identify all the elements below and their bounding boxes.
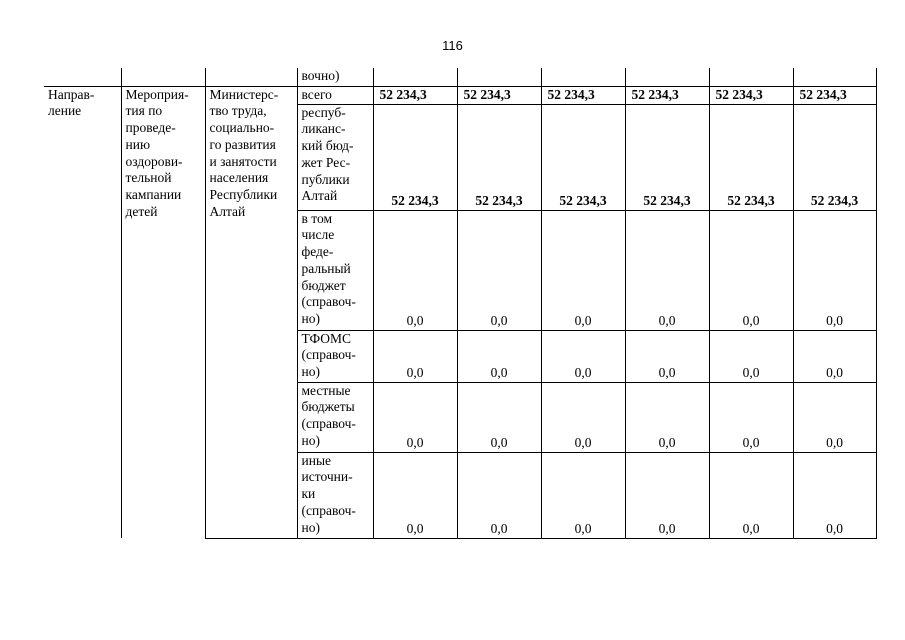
- source-label-line: бюджет: [301, 277, 346, 293]
- value-cell: 0,0: [793, 210, 876, 330]
- value-cell: 0,0: [625, 330, 709, 382]
- page-number: 116: [442, 38, 463, 53]
- continued-row: [44, 68, 876, 86]
- value-cell: 52 234,3: [373, 86, 457, 104]
- value-cell: 52 234,3: [709, 86, 793, 104]
- value-cell: 52 234,3: [373, 104, 457, 210]
- value-cell: 52 234,3: [457, 86, 541, 104]
- source-label-line: источни-: [301, 469, 353, 485]
- value-cell: 0,0: [709, 452, 793, 538]
- value-cell: 0,0: [457, 452, 541, 538]
- executor-line: го развития: [209, 136, 276, 152]
- source-label-line: но): [301, 519, 320, 535]
- value-cell: 0,0: [625, 382, 709, 452]
- event-line: оздорови-: [125, 153, 183, 169]
- value-cell: 0,0: [709, 330, 793, 382]
- value-cell: 0,0: [373, 210, 457, 330]
- source-label-line: местные: [301, 382, 351, 398]
- value-cell: 0,0: [373, 452, 457, 538]
- value-cell: 0,0: [373, 330, 457, 382]
- value-cell: 0,0: [457, 382, 541, 452]
- source-label-cell: [297, 382, 373, 452]
- source-label-line: (справоч-: [301, 416, 356, 432]
- direction-cell: [44, 86, 121, 538]
- executor-line: Республики: [209, 187, 278, 203]
- source-label-line: всего: [301, 86, 332, 102]
- source-label-line: числе: [301, 227, 335, 243]
- source-label-line: респуб-: [301, 104, 346, 120]
- source-label-line: ки: [301, 486, 316, 502]
- event-cell: [121, 86, 205, 538]
- value-cell: 52 234,3: [625, 86, 709, 104]
- value-cell: 52 234,3: [457, 104, 541, 210]
- value-cell: 0,0: [541, 330, 625, 382]
- value-cell: 0,0: [709, 382, 793, 452]
- source-label-line: но): [301, 432, 320, 448]
- event-line: тия по: [125, 103, 163, 119]
- value-cell: 0,0: [457, 210, 541, 330]
- source-label-cell: [297, 104, 373, 210]
- event-line: Мероприя-: [125, 86, 189, 102]
- budget-table: [44, 68, 877, 539]
- executor-line: Министерс-: [209, 86, 279, 102]
- value-cell: 52 234,3: [793, 104, 876, 210]
- event-line: проведе-: [125, 120, 176, 136]
- source-label-line: (справоч-: [301, 294, 356, 310]
- value-cell: 52 234,3: [709, 104, 793, 210]
- value-cell: 0,0: [625, 210, 709, 330]
- source-label-line: в том: [301, 210, 333, 226]
- source-label-line: но): [301, 364, 320, 380]
- source-label-line: жет Рес-: [301, 154, 351, 170]
- source-row: [44, 86, 876, 104]
- event-line: кампании: [125, 187, 182, 203]
- direction-line: Направ-: [48, 86, 95, 102]
- source-label-cell: [297, 210, 373, 330]
- executor-line: тво труда,: [209, 103, 267, 119]
- direction-line: ление: [48, 103, 82, 119]
- value-cell: 0,0: [541, 382, 625, 452]
- executor-line: социально-: [209, 120, 275, 136]
- executor-line: населения: [209, 170, 269, 186]
- value-cell: 0,0: [793, 330, 876, 382]
- source-label-line: ликанс-: [301, 121, 346, 137]
- value-cell: 0,0: [793, 452, 876, 538]
- value-cell: 52 234,3: [625, 104, 709, 210]
- source-label-cell: [297, 86, 373, 104]
- source-label-line: иные: [301, 452, 332, 468]
- value-cell: 0,0: [625, 452, 709, 538]
- source-label-line: но): [301, 311, 320, 327]
- source-label-line: (справоч-: [301, 347, 356, 363]
- source-label-line: ТФОМС: [301, 330, 352, 346]
- source-label-cell: [297, 452, 373, 538]
- event-line: тельной: [125, 170, 172, 186]
- executor-cell: [205, 86, 297, 538]
- executor-line: Алтай: [209, 204, 246, 220]
- event-line: нию: [125, 136, 151, 152]
- value-cell: 52 234,3: [541, 104, 625, 210]
- source-label-cell: [297, 330, 373, 382]
- continued-source-label: вочно): [297, 68, 373, 86]
- value-cell: 52 234,3: [541, 86, 625, 104]
- value-cell: 0,0: [709, 210, 793, 330]
- value-cell: 0,0: [373, 382, 457, 452]
- source-label-line: феде-: [301, 244, 334, 260]
- source-label-line: Алтай: [301, 188, 338, 204]
- executor-line: и занятости: [209, 153, 277, 169]
- event-line: детей: [125, 204, 158, 220]
- value-cell: 0,0: [541, 452, 625, 538]
- value-cell: 0,0: [793, 382, 876, 452]
- source-label-line: (справоч-: [301, 502, 356, 518]
- value-cell: 0,0: [541, 210, 625, 330]
- source-label-line: бюджеты: [301, 399, 355, 415]
- source-label-line: ральный: [301, 260, 351, 276]
- source-label-line: публики: [301, 171, 350, 187]
- value-cell: 52 234,3: [793, 86, 876, 104]
- source-label-line: кий бюд-: [301, 138, 354, 154]
- value-cell: 0,0: [457, 330, 541, 382]
